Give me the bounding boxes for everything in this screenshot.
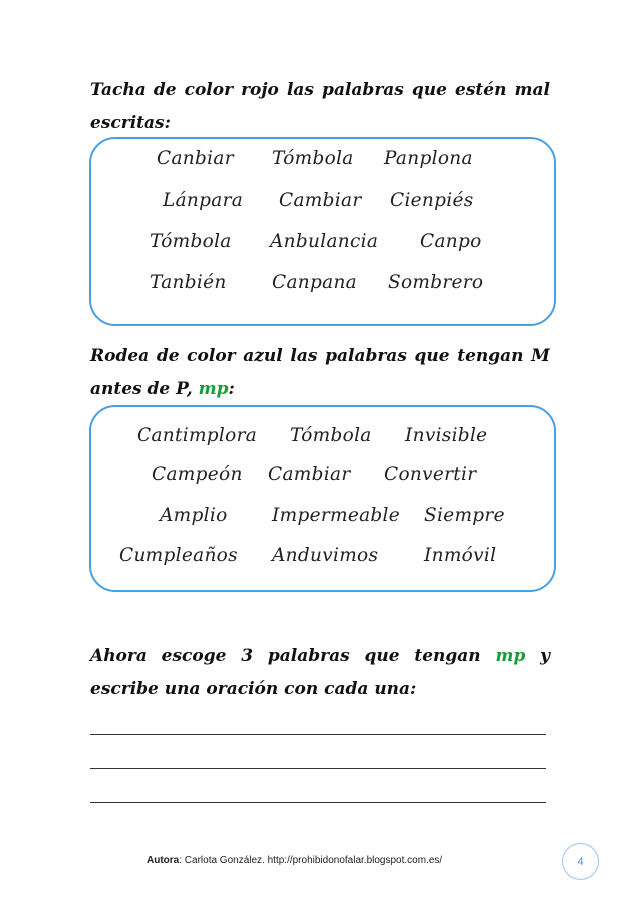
word-cell[interactable]: Cumpleaños [119,545,238,566]
word-cell[interactable]: Tanbién [150,272,227,293]
author-text: : Carlota González. http://prohibidonofalar.blogspot.com.es/ [179,855,443,866]
word-cell[interactable]: Inmóvil [424,545,497,566]
word-cell[interactable]: Convertir [384,464,477,485]
word-cell[interactable]: Cantimplora [137,425,258,446]
section3-instruction-pre: Ahora escoge 3 palabras que tengan [90,646,481,666]
word-cell[interactable]: Campeón [152,464,243,485]
mp-highlight: mp [495,646,526,666]
word-cell[interactable]: Cienpiés [390,190,474,211]
word-cell[interactable]: Anduvimos [272,545,379,566]
section2-instruction [90,340,550,406]
section3-instruction-line1 [90,640,550,673]
section3-instruction [90,640,550,706]
section2-instruction-line2-post: : [228,379,235,399]
word-cell[interactable]: Tómbola [290,425,372,446]
footer-credit [147,855,442,866]
word-cell[interactable]: Cambiar [268,464,351,485]
section2-instruction-line2 [90,373,550,406]
section3-instruction-line2: escribe una oración con cada una: [90,679,417,699]
section2-instruction-line2-pre: antes de P, [90,379,193,399]
answer-line[interactable] [90,802,546,803]
word-cell[interactable]: Canbiar [157,148,234,169]
section2-instruction-line1: Rodea de color azul las palabras que tengan M [90,346,550,366]
word-cell[interactable]: Lánpara [163,190,244,211]
page-number-badge [562,843,599,880]
answer-line[interactable] [90,734,546,735]
word-cell[interactable]: Sombrero [388,272,484,293]
word-cell[interactable]: Panplona [384,148,473,169]
answer-line[interactable] [90,768,546,769]
word-cell[interactable]: Anbulancia [270,231,379,252]
word-cell[interactable]: Tómbola [272,148,354,169]
word-cell[interactable]: Canpana [272,272,358,293]
word-cell[interactable]: Impermeable [272,505,401,526]
section1-instruction [90,74,550,140]
word-cell[interactable]: Invisible [405,425,488,446]
author-label: Autora [147,855,180,866]
section1-instruction-line1: Tacha de color rojo las palabras que estén mal [90,80,550,100]
word-cell[interactable]: Siempre [424,505,505,526]
word-cell[interactable]: Canpo [420,231,482,252]
section1-instruction-line2: escritas: [90,113,171,133]
page-number: 4 [577,855,584,868]
section3-instruction-post: y [540,646,551,666]
word-cell[interactable]: Amplio [160,505,228,526]
word-cell[interactable]: Tómbola [150,231,232,252]
mp-highlight: mp [198,379,229,399]
word-cell[interactable]: Cambiar [279,190,362,211]
